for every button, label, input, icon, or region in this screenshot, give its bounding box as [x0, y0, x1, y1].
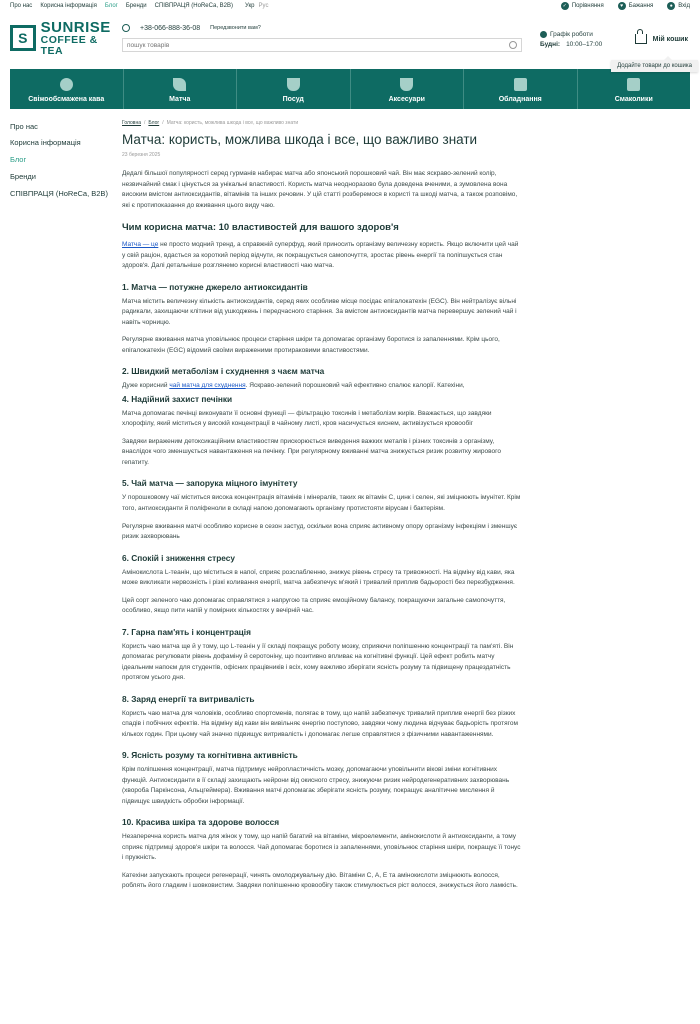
paragraph: [122, 240, 522, 272]
subheading-1: 1. Матча — потужне джерело антиоксидантів: [122, 281, 308, 292]
phone-row: [122, 24, 522, 32]
work-hours: [540, 31, 620, 48]
nav-label-accessories: Аксесуари: [388, 96, 425, 103]
sidebar-item-brands[interactable]: Бренди: [10, 172, 36, 182]
login-link[interactable]: [667, 2, 690, 10]
matcha-leaf-icon: [173, 78, 186, 91]
basket-icon: [635, 34, 647, 44]
breadcrumb-current: Матча: користь, можлива шкода і все, що важливо знати: [166, 120, 299, 126]
top-link-useful-info[interactable]: Корисна інформація: [40, 3, 97, 9]
weekdays-label: Будні:: [540, 41, 561, 48]
paragraph: Амінокислота L-теанін, що міститься в напої, сприяє розслабленню, знижує рівень стресу та тривожності. На відміну від кави, яка може викликати нервозність і різкі коливання енергії, матча забезпечує м'який і тривалий приплив бадьорості без перезбудження.: [122, 568, 515, 587]
phone-icon: [122, 24, 130, 32]
search-icon[interactable]: [509, 41, 517, 49]
wishlist-link[interactable]: [618, 2, 654, 10]
publish-date: 23 березня 2025: [122, 152, 161, 159]
paragraph: Користь чаю матча ще й у тому, що L-теанін у її складі покращує роботу мозку, сприяючи поліпшенню концентрації та пам'яті. Він допомагає регулювати рівень дофаміну й серотоніну, що позитивно впливає на когнітивні функції. Цей ефект робить матчу ідеальним напоєм для студентів, офісних працівників і всіх, кому важливо зберігати ясність розуму та підвищену працездатність протягом усього дня.: [122, 642, 514, 682]
sidebar-item-blog[interactable]: Блог: [10, 155, 27, 165]
nav-label-dishes: Посуд: [282, 96, 304, 103]
breadcrumb: [122, 120, 522, 126]
paragraph-text: не просто модний тренд, а справжній суперфуд, який приносить організму величезну користь. Якщо включити цей чай у свій раціон, вдасться за короткий період відчути, як покращується самопочуття, зростає рівень енергії та поліпшується стан здоров'я. Далі детальніше розглянемо корисні властивості чаю матча.: [122, 241, 519, 270]
paragraph: Крім поліпшення концентрації, матча підтримує нейропластичність мозку, допомагаючи уповільнити вікові зміни когнітивних функцій. Антиоксиданти в її складі захищають нейрони від окисного стресу, знижуючи ризик нейродегенеративних захворювань (хвороба Паркінсона, Альцгеймера). Вживання матчі допомагає зберігати ясність розуму, покращує аналітичне мислення й підвищує швидкість обробки інформації.: [122, 766, 510, 805]
nav-item-accessories[interactable]: [351, 69, 465, 109]
nav-label-equipment: Обладнання: [498, 96, 542, 103]
paragraph: У порошковому чаї міститься висока концентрація вітамінів і мінералів, таких як вітамін С, цинк і селен, які зміцнюють імунітет. Крім того, антиоксиданти й поліфеноли в складі напою допомагають організму протистояти вірусам і бактеріям.: [122, 494, 521, 512]
subheading-9: 9. Ясність розуму та когнітивна активність: [122, 750, 298, 761]
cart-button[interactable]: [635, 34, 688, 44]
paragraph-text: Дуже корисний: [122, 382, 170, 390]
breadcrumb-blog[interactable]: Блог: [148, 120, 160, 126]
matcha-link[interactable]: Матча — це: [122, 241, 159, 249]
breadcrumb-home[interactable]: Головна: [122, 120, 141, 126]
sidebar: [10, 109, 122, 899]
section-heading: Чим корисна матча: 10 властивостей для вашого здоров'я: [122, 222, 399, 234]
paragraph: Катехіни запускають процеси регенерації, чинять омолоджувальну дію. Вітаміни С, А, Е та амінокислоти зміцнюють волосся, роблять його гладким і шовковистим. Завдяки поліпшенню кровообігу також стимулюється ріст волосся, знижується його ламкість.: [122, 871, 518, 890]
cart-label: Мій кошик: [652, 35, 688, 43]
paragraph: Цей сорт зеленого чаю допомагає справлятися з напругою та сприяє емоційному балансу, покращуючи загальне самопочуття, особливо, якщо пити напій у помірних кількостях у вечірній час.: [122, 596, 506, 615]
sidebar-item-useful-info[interactable]: Корисна інформація: [10, 138, 81, 148]
logo-mark-icon: S: [10, 25, 36, 51]
nav-item-sweets[interactable]: [578, 69, 691, 109]
article: [122, 109, 522, 899]
matcha-weightloss-link[interactable]: чай матча для схуднення: [169, 382, 246, 390]
heart-icon: ♥: [618, 2, 626, 10]
coffee-bean-icon: [60, 78, 73, 91]
logo-text: [41, 20, 122, 56]
top-link-blog[interactable]: Блог: [104, 3, 118, 9]
breadcrumb-sep: /: [144, 120, 146, 126]
subheading-4: 4. Надійний захист печінки: [122, 393, 233, 404]
lang-rus[interactable]: Рус: [258, 3, 269, 9]
nav-label-matcha: Матча: [169, 96, 191, 103]
paragraph: Незаперечна користь матча для жінок у тому, що напій багатий на вітаміни, мікроелементи, амінокислоти й антиоксиданти, а тому сприяє підтримці здоров'я шкіри та волосся. Чай допомагає боротися із запаленнями, уповільнює старіння шкіри, покращує її тонус і пружність.: [122, 833, 521, 862]
paragraph: Регулярне вживання матчі особливо корисне в сезон застуд, оскільки вона сприяє активному опору організму інфекціям і зменшує ризик захворювань: [122, 522, 518, 541]
paragraph-text: . Яскраво-зелений порошковий чай ефективно спалює калорії. Катехіни,: [245, 382, 465, 390]
sidebar-item-about[interactable]: Про нас: [10, 121, 38, 131]
accessories-icon: [400, 78, 413, 91]
subheading-2: 2. Швидкий метаболізм і схуднення з чаєм матча: [122, 366, 325, 377]
subheading-7: 7. Гарна пам'ять і концентрація: [122, 626, 251, 637]
nav-label-sweets: Смаколики: [614, 96, 653, 103]
top-link-cooperation[interactable]: СПІВПРАЦЯ (HoReCa, B2B): [154, 3, 233, 9]
page-title: Матча: користь, можлива шкода і все, що важливо знати: [122, 132, 478, 147]
top-links: [10, 3, 268, 9]
site-header: [0, 12, 700, 68]
compare-icon: ✓: [562, 3, 567, 9]
paragraph: Регулярне вживання матча уповільнює процеси старіння шкіри та допомагає організму боротися із запаленнями. Крім цього, епігалокатехін (EGC) відомий своїми вираженими протираковими властивостями.: [122, 336, 500, 354]
site-logo[interactable]: [10, 20, 122, 56]
paragraph: [122, 381, 522, 392]
logo-line2: COFFEE & TEA: [40, 34, 98, 57]
top-link-about[interactable]: Про нас: [10, 3, 33, 9]
user-icon: ●: [667, 2, 675, 10]
header-center: [122, 20, 522, 52]
login-label: Вхід: [678, 3, 690, 9]
paragraph: Завдяки вираженим детоксикаційним властивостям прискорюється виведення важких металів і різних токсинів з організму, внаслідок чого зменшується навантаження на печінку. При регулярному вживанні матча знижується ризик розвитку жирового гепатиту.: [122, 437, 502, 466]
search-box: [122, 38, 522, 52]
lang-ukr[interactable]: Укр: [245, 3, 255, 9]
subheading-10: 10. Красива шкіра та здорове волосся: [122, 817, 280, 828]
top-link-brands[interactable]: Бренди: [125, 3, 147, 9]
breadcrumb-sep: /: [162, 120, 164, 126]
nav-item-equipment[interactable]: [464, 69, 578, 109]
logo-line1: SUNRISE: [40, 19, 111, 36]
intro-paragraph: Дедалі більшої популярності серед гурманів набирає матча або японський порошковий чай. Він має яскраво-зелений колір, незвичайний смак і цінується за унікальні властивості. Користь матча неодноразово була доведена вченими, а зумовлена вона високим вмістом антиоксидантів, вітамінів та інших речовин. У цій статті розберемося в користі та шкоді матча, а також розповімо, які є протипоказання до вживання цього виду чаю.: [122, 170, 518, 209]
callback-link[interactable]: Передзвонити вам?: [210, 25, 261, 31]
paragraph: Матча містить величезну кількість антиоксидантів, серед яких особливе місце посідає епігалокатехін (EGC). Він нейтралізує вільні радикали, захищаючи клітини від ушкоджень і передчасного старіння. За вмістом антиоксидантів матча перевершує зелений чай і навіть чорницю.: [122, 297, 517, 326]
compare-label: Порівняння: [571, 3, 604, 9]
paragraph: Матча допомагає печінці виконувати її основні функції — фільтрацію токсинів і метаболізм жирів. Вважається, що завдяки хлорофілу, який міститься у високій концентрації в чайному листі, кров насичується киснем, активізується кровообіг: [122, 409, 492, 428]
search-input[interactable]: [127, 42, 487, 49]
nav-label-coffee: Свіжообсмажена кава: [28, 96, 105, 103]
top-utility-bar: [0, 0, 700, 12]
subheading-8: 8. Заряд енергії та витривалість: [122, 693, 255, 704]
sidebar-item-cooperation[interactable]: СПІВПРАЦЯ (HoReCa, B2B): [10, 189, 108, 198]
nav-item-matcha[interactable]: [124, 69, 238, 109]
top-actions: [561, 2, 690, 10]
cart-tooltip: Додайте товари до кошика: [611, 60, 698, 72]
subheading-6: 6. Спокій і зниження стресу: [122, 552, 236, 563]
clock-icon: [540, 31, 547, 38]
compare-link[interactable]: [561, 2, 604, 10]
subheading-5: 5. Чай матча — запорука міцного імунітету: [122, 478, 298, 489]
nav-item-coffee[interactable]: [10, 69, 124, 109]
page-body: [0, 109, 700, 899]
nav-item-dishes[interactable]: [237, 69, 351, 109]
coffee-machine-icon: [514, 78, 527, 91]
language-switcher: [245, 3, 268, 9]
paragraph: Користь чаю матча для чоловіків, особливо спортсменів, полягає в тому, що напій забезпечує тривалий приплив енергії без різких спадів і побічних ефектів. На відміну від кави він вивільняє енергію поступово, завдяки чому людина відчуває бадьорість протягом кількох годин. При цьому чай значно підвищує витривалість і допомагає легше справлятися з фізичними навантаженнями.: [122, 709, 518, 738]
cup-icon: [287, 78, 300, 91]
schedule-label[interactable]: Графік роботи: [550, 31, 593, 38]
wishlist-label: Бажання: [628, 3, 654, 9]
phone-number[interactable]: +38-066-888-36-08: [140, 24, 201, 32]
sweets-icon: [627, 78, 640, 91]
category-nav: [10, 69, 690, 109]
weekdays-hours: 10:00–17:00: [566, 41, 603, 48]
